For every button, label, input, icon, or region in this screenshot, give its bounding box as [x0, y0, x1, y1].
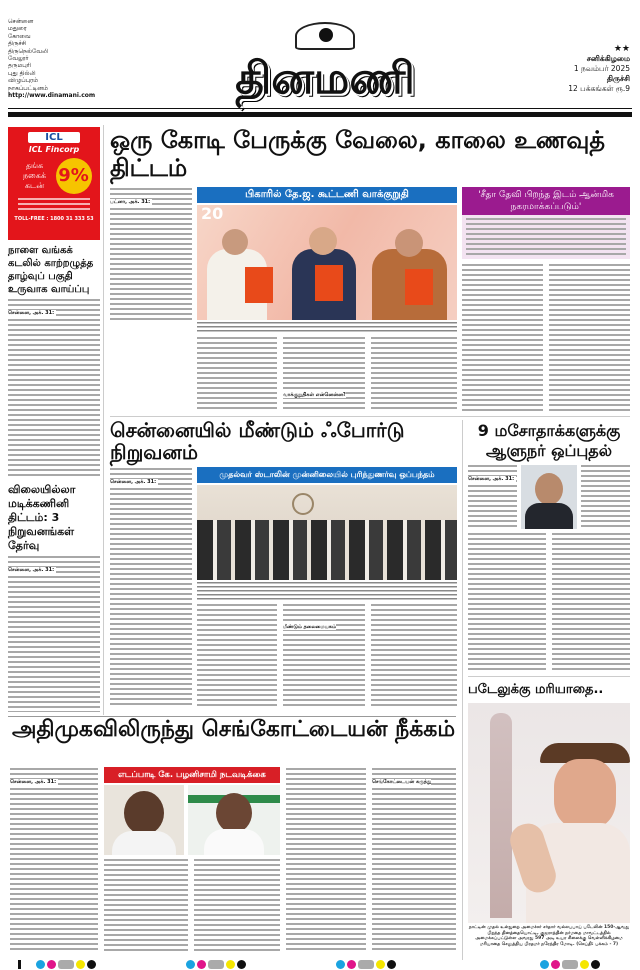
dateline: சென்னை, அக். 31:	[8, 310, 55, 316]
face	[124, 791, 164, 835]
lead-story-text	[197, 337, 277, 412]
column-divider	[462, 420, 463, 960]
subhead: செங்கோட்டையன் கருத்து	[372, 779, 432, 785]
dateline: சென்னை, அக். 31:	[8, 567, 55, 574]
governor-headline[interactable]: 9 மசோதாக்களுக்கு ஆளுநர் ஒப்புதல்	[477, 421, 621, 460]
manifesto-booklet	[315, 265, 343, 301]
lead-headline[interactable]: ஒரு கோடி பேருக்கு வேலை, காலை உணவுத் திட்டம்	[110, 126, 606, 182]
ad-rate: 9%	[56, 158, 92, 194]
issue-date: 1 நவம்பர் 2025	[573, 64, 630, 73]
masthead-rule-thin	[8, 108, 632, 109]
ad-fineprint	[18, 198, 90, 212]
subhead: மீண்டும் தலைமையகம்	[283, 624, 337, 630]
edition: திருநெல்வேலி	[8, 47, 49, 55]
lead-story-text	[110, 188, 192, 320]
subhead: வாக்குறுதிகள் என்னென்ன?	[283, 392, 346, 398]
lead-story-text	[283, 337, 365, 412]
edition: புது தில்லி	[8, 69, 36, 77]
manifesto-booklet	[405, 269, 433, 305]
ford-story-text	[197, 604, 277, 708]
aiadmk-story-text	[10, 768, 98, 952]
aiadmk-story-text	[104, 859, 188, 952]
palaniswami-photo	[188, 785, 280, 855]
masthead-rule	[8, 112, 632, 117]
color-registration-marks	[336, 960, 396, 969]
person-face	[222, 229, 248, 255]
stars-icon: ★★	[613, 44, 630, 54]
governor-portrait	[521, 465, 577, 529]
lead-photo-caption	[197, 322, 457, 334]
ford-headline[interactable]: சென்னையில் மீண்டும் ஃபோர்டு நிறுவனம்	[110, 418, 405, 464]
patel-photo	[468, 703, 630, 923]
patel-caption: நாட்டின் முதல் உள்துறை அமைச்சர் சர்தார் வல்லபபாய் படேலின் 150-ஆவது பிறந்த தினத்தையொட்டி, குஜராத்தின் நர்மதை மாவட்டத்தில் அமைக்கப்பட்டுள்ள அவரது 597 அடி உயர சிலைக்கு வெள்ளிக்கிழமை மரியாதை செலுத்திய பிரதமர் நரேந்திர மோடி. (செய்தி: பக்கம் - 7)	[468, 925, 630, 947]
aiadmk-story-text	[194, 859, 280, 952]
ford-photo	[197, 485, 457, 580]
statue	[490, 713, 512, 918]
color-registration-marks	[540, 960, 600, 969]
newspaper-title: தினமணி	[235, 53, 415, 104]
edition: திருச்சி	[8, 40, 27, 48]
patel-headline[interactable]: படேலுக்கு மரியாதை..	[468, 682, 604, 697]
edition: சென்னை	[8, 18, 34, 25]
edition: நாகப்பட்டினம்	[8, 84, 48, 92]
lead-story-text	[371, 337, 457, 412]
dateline: சென்னை, அக். 31:	[110, 479, 157, 485]
color-registration-marks	[186, 960, 246, 969]
aiadmk-story-text	[372, 768, 456, 952]
section-divider	[110, 416, 630, 417]
dateline: சென்னை, அக். 31:	[10, 779, 57, 785]
sengottaiyan-photo	[104, 785, 184, 855]
lead-story-text	[549, 264, 630, 412]
governor-story-text	[468, 465, 517, 529]
ford-strap: முதல்வர் ஸ்டாலின் முன்னிலையில் புரிந்துணர்வு ஒப்பந்தம்	[197, 467, 457, 483]
registration-bar	[18, 960, 21, 969]
icl-advertisement[interactable]	[8, 127, 100, 240]
weather-headline[interactable]: நாளை வங்கக் கடலில் காற்றழுத்த தாழ்வுப் பகுதி உருவாக வாய்ப்பு	[8, 245, 94, 295]
face	[216, 793, 252, 833]
ford-story-text	[371, 604, 457, 708]
edition: வேலூர்	[8, 55, 29, 63]
edition: தருமபுரி	[8, 62, 32, 70]
left-column-stories	[8, 244, 100, 712]
emblem-icon	[295, 22, 355, 50]
edition-list	[8, 18, 95, 99]
dateline: பட்னா, அக். 31:	[110, 199, 151, 205]
shirt	[204, 829, 264, 855]
color-registration-marks	[36, 960, 96, 969]
photo-backdrop-year: 20	[201, 205, 224, 223]
laptop-story-text	[8, 556, 100, 712]
aiadmk-headline[interactable]: அதிமுகவிலிருந்து செங்கோட்டையன் நீக்கம்	[12, 717, 456, 742]
column-divider	[103, 125, 104, 715]
issue-info	[568, 44, 630, 94]
aiadmk-strap: எடப்பாடி கே. பழனிசாமி நடவடிக்கை	[104, 767, 280, 783]
weather-story-text	[8, 299, 100, 478]
issue-edition: திருச்சி	[606, 74, 630, 83]
governor-story-text	[552, 533, 630, 671]
person-face	[395, 229, 423, 257]
sita-text	[466, 218, 626, 256]
governor-story-text	[581, 465, 630, 529]
face	[554, 759, 616, 829]
ad-brand: ICL	[28, 132, 80, 143]
edition: விழுப்புரம்	[8, 77, 39, 85]
issue-price: 12 பக்கங்கள் ரூ.9	[568, 84, 630, 93]
section-divider	[468, 676, 630, 677]
group-of-officials	[197, 520, 457, 580]
governor-column	[468, 421, 630, 671]
shirt	[112, 831, 176, 855]
sita-headline: 'சீதா தேவி பிறந்த இடம் ஆன்மிக நகரமாக்கப்படும்'	[462, 187, 630, 215]
edition: மதுரை	[8, 25, 27, 33]
ad-product: தங்க நகைக் கடன்	[23, 161, 46, 190]
aiadmk-story-text	[286, 768, 366, 952]
face	[535, 473, 563, 505]
ford-story-text	[283, 604, 365, 708]
masthead-logo	[175, 22, 475, 110]
manifesto-booklet	[245, 267, 273, 303]
issue-day: சனிக்கிழமை	[586, 54, 630, 63]
ad-tollfree: TOLL-FREE : 1800 31 333 53	[14, 216, 94, 222]
laptop-headline[interactable]: விலையில்லா மடிக்கணினி திட்டம்: 3 நிறுவனங்கள் தேர்வு	[8, 483, 76, 553]
person-face	[309, 227, 337, 255]
dateline: சென்னை, அக். 31:	[468, 476, 515, 482]
governor-story-text	[468, 533, 546, 671]
suit	[525, 503, 573, 529]
lead-strap: பிகாரில் தே.ஜ. கூட்டணி வாக்குறுதி	[197, 187, 457, 203]
ford-photo-caption	[197, 582, 457, 600]
website-link[interactable]: http://www.dinamani.com	[8, 92, 96, 100]
sita-box[interactable]	[462, 187, 630, 259]
ford-story-text	[110, 468, 192, 708]
sita-column	[462, 187, 630, 412]
edition: கோவை	[8, 32, 31, 40]
ad-name: ICL Fincorp	[28, 145, 80, 154]
emblem-icon	[292, 493, 314, 515]
lead-story-text	[462, 264, 543, 412]
lead-photo	[197, 205, 457, 320]
